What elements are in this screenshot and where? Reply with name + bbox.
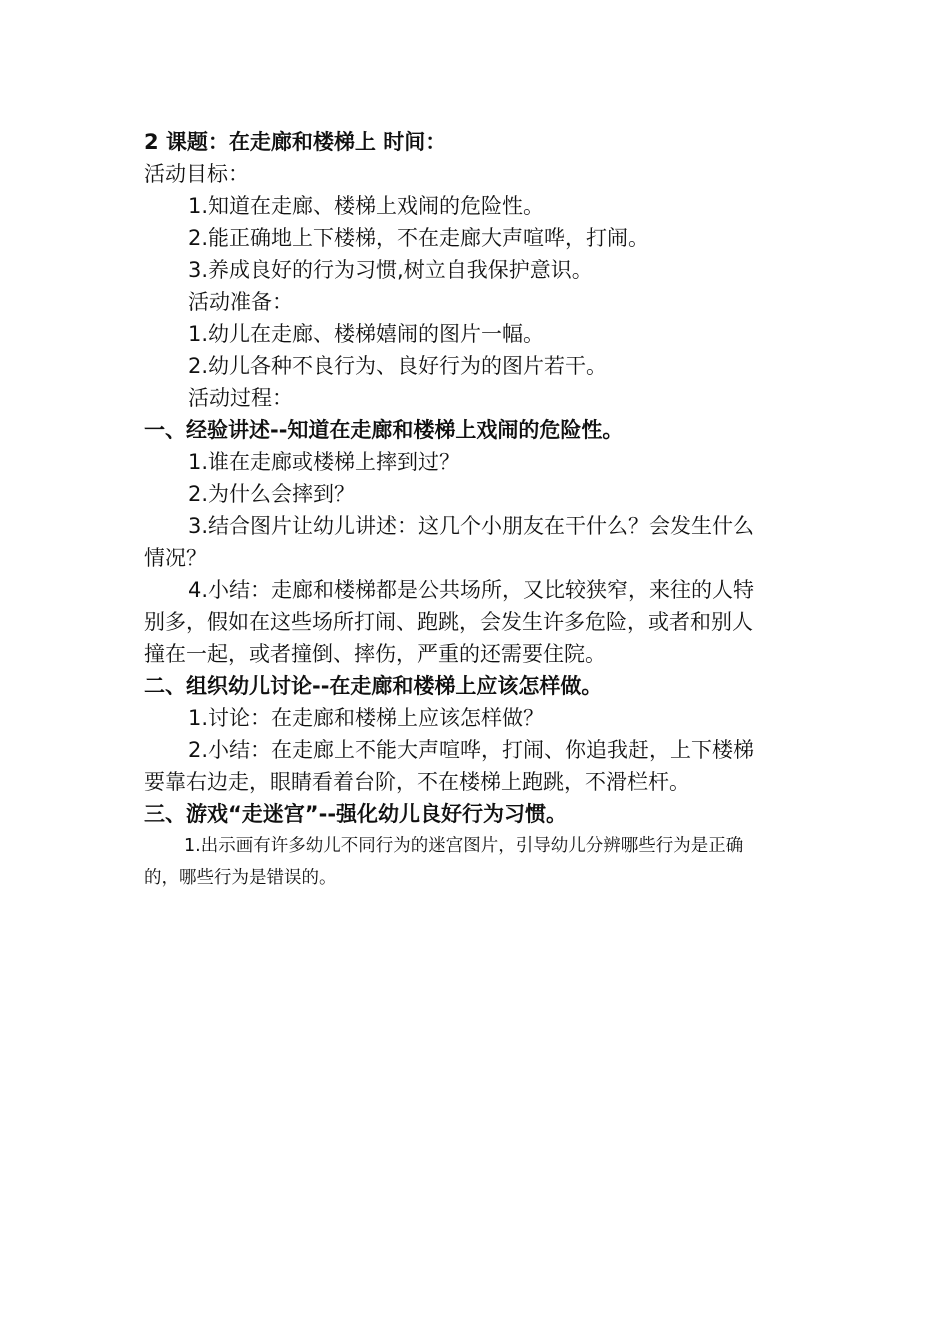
lesson-title: 2 课题：在走廊和楼梯上 时间： — [144, 130, 447, 154]
prep-heading: 活动准备： — [188, 290, 293, 314]
list-item-continuation: 要靠右边走，眼睛看着台阶，不在楼梯上跑跳，不滑栏杆。 — [144, 770, 690, 794]
goal-item: 3.养成良好的行为习惯,树立自我保护意识。 — [188, 258, 593, 282]
list-item-continuation: 的，哪些行为是错误的。 — [144, 868, 337, 888]
list-item: 4.小结：走廊和楼梯都是公共场所，又比较狭窄，来往的人特 — [188, 578, 755, 602]
section-heading: 二、组织幼儿讨论--在走廊和楼梯上应该怎样做。 — [144, 674, 603, 698]
prep-item: 2.幼儿各种不良行为、良好行为的图片若干。 — [188, 354, 608, 378]
list-item: 1.讨论：在走廊和楼梯上应该怎样做？ — [188, 706, 545, 730]
list-item-continuation: 情况？ — [144, 546, 207, 570]
list-item: 2.为什么会摔到？ — [188, 482, 356, 506]
list-item-continuation: 撞在一起，或者撞倒、摔伤，严重的还需要住院。 — [144, 642, 606, 666]
list-item: 1.出示画有许多幼儿不同行为的迷宫图片，引导幼儿分辨哪些行为是正确 — [184, 836, 744, 856]
section-heading: 一、经验讲述--知道在走廊和楼梯上戏闹的危险性。 — [144, 418, 624, 442]
list-item: 2.小结：在走廊上不能大声喧哗，打闹、你追我赶，上下楼梯 — [188, 738, 755, 762]
list-item: 3.结合图片让幼儿讲述：这几个小朋友在干什么？会发生什么 — [188, 514, 755, 538]
process-heading: 活动过程： — [188, 386, 293, 410]
list-item: 1.谁在走廊或楼梯上摔到过？ — [188, 450, 461, 474]
section-heading: 三、游戏“走迷宫”--强化幼儿良好行为习惯。 — [144, 802, 568, 826]
goals-heading: 活动目标： — [144, 162, 249, 186]
list-item-continuation: 别多，假如在这些场所打闹、跑跳，会发生许多危险，或者和别人 — [144, 610, 753, 634]
prep-item: 1.幼儿在走廊、楼梯嬉闹的图片一幅。 — [188, 322, 545, 346]
goal-item: 2.能正确地上下楼梯，不在走廊大声喧哗，打闹。 — [188, 226, 650, 250]
goal-item: 1.知道在走廊、楼梯上戏闹的危险性。 — [188, 194, 545, 218]
